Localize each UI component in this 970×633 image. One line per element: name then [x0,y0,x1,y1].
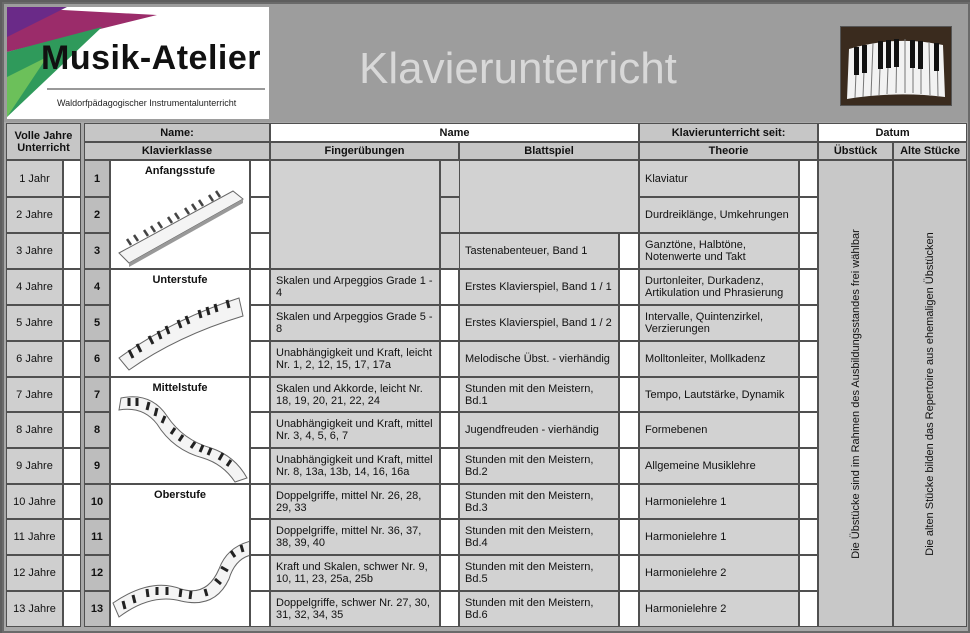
alte-stuecke-note-text: Die alten Stücke bilden das Repertoire aus ehemaligen Übstücken [924,231,937,556]
stage-label: Oberstufe [154,489,206,501]
checkbox-cell[interactable] [63,269,81,305]
stage-mittelstufe [110,377,250,484]
checkbox-cell[interactable] [440,269,459,305]
finger-cell: Unabhängigkeit und Kraft, mittel Nr. 8, 13a, 13b, 14, 16, 16a [270,448,440,484]
uebstueck-header: Übstück [818,142,893,160]
class-number: 12 [84,555,110,591]
class-number: 7 [84,377,110,412]
years-cell: 4 Jahre [6,269,63,305]
checkbox-cell[interactable] [250,591,270,627]
class-number: 11 [84,519,110,555]
blatt-cell: Stunden mit den Meistern, Bd.6 [459,591,619,627]
blatt-cell: Stunden mit den Meistern, Bd.1 [459,377,619,412]
theorie-header: Theorie [639,142,818,160]
checkbox-cell[interactable] [63,160,81,197]
checkbox-cell[interactable] [619,412,639,448]
checkbox-cell[interactable] [250,519,270,555]
fingeruebungen-header: Fingerübungen [270,142,459,160]
theorie-cell: Formebenen [639,412,799,448]
checkbox-cell[interactable] [63,555,81,591]
checkbox-cell[interactable] [250,160,270,197]
blattspiel-header: Blattspiel [459,142,639,160]
uebstueck-note [818,160,893,627]
blatt-cell: Erstes Klavierspiel, Band 1 / 2 [459,305,619,341]
class-number: 2 [84,197,110,233]
checkbox-cell[interactable] [440,412,459,448]
stage-oberstufe [110,484,250,627]
blatt-cell: Stunden mit den Meistern, Bd.4 [459,519,619,555]
finger-cell-empty [270,160,440,269]
checkbox-cell[interactable] [799,305,818,341]
blatt-cell: Stunden mit den Meistern, Bd.2 [459,448,619,484]
checkbox-cell[interactable] [799,484,818,519]
theorie-cell: Molltonleiter, Mollkadenz [639,341,799,377]
checkbox-cell[interactable] [440,377,459,412]
checkbox-cell[interactable] [619,341,639,377]
years-cell: 8 Jahre [6,412,63,448]
checkbox-cell[interactable] [619,448,639,484]
checkbox-cell[interactable] [250,269,270,305]
checkbox-cell[interactable] [250,341,270,377]
checkbox-cell[interactable] [63,197,81,233]
years-cell: 2 Jahre [6,197,63,233]
years-cell: 11 Jahre [6,519,63,555]
checkbox-cell[interactable] [250,197,270,233]
class-number: 5 [84,305,110,341]
checkbox-cell[interactable] [250,377,270,412]
finger-cell: Doppelgriffe, mittel Nr. 26, 28, 29, 33 [270,484,440,519]
checkbox-cell[interactable] [250,555,270,591]
checkbox-cell[interactable] [799,412,818,448]
blatt-cell: Tastenabenteuer, Band 1 [459,233,619,269]
table-row [6,160,967,197]
years-cell: 3 Jahre [6,233,63,269]
stage-anfangsstufe [110,160,250,269]
finger-cell: Unabhängigkeit und Kraft, leicht Nr. 1, 2, 12, 15, 17, 17a [270,341,440,377]
years-cell: 1 Jahr [6,160,63,197]
uebstueck-note-text: Die Übstücke sind im Rahmen des Ausbildungsstandes frei wählbar [849,228,862,559]
checkbox-cell[interactable] [63,484,81,519]
checkbox-cell[interactable] [63,519,81,555]
checkbox-cell[interactable] [440,305,459,341]
klavierklasse-header: Klavierklasse [84,142,270,160]
checkbox-cell[interactable] [799,233,818,269]
stage-label: Unterstufe [152,274,208,286]
theorie-cell: Intervalle, Quintenzirkel, Verzierungen [639,305,799,341]
finger-cell: Doppelgriffe, mittel Nr. 36, 37, 38, 39, 40 [270,519,440,555]
logo-name: Musik-Atelier [41,39,261,77]
checkbox-cell[interactable] [799,448,818,484]
checkbox-cell[interactable] [799,591,818,627]
checkbox-cell[interactable] [440,341,459,377]
class-number: 3 [84,233,110,269]
checkbox-cell[interactable] [799,160,818,197]
checkbox-cell[interactable] [799,519,818,555]
checkbox-cell[interactable] [440,519,459,555]
finger-cell: Skalen und Akkorde, leicht Nr. 18, 19, 20, 21, 22, 24 [270,377,440,412]
checkbox-cell[interactable] [799,197,818,233]
checkbox-cell[interactable] [250,305,270,341]
class-number: 1 [84,160,110,197]
table-header-row-2 [6,142,967,160]
stage-label: Mittelstufe [152,382,208,394]
blatt-cell-empty [459,160,639,233]
years-cell: 5 Jahre [6,305,63,341]
checkbox-cell[interactable] [63,591,81,627]
seit-value[interactable]: Datum [818,123,967,142]
alte-stuecke-note [893,160,967,627]
name-label: Name: [84,123,270,142]
class-number: 8 [84,412,110,448]
alte-stuecke-header: Alte Stücke [893,142,967,160]
years-cell: 9 Jahre [6,448,63,484]
blatt-cell: Melodische Übst. - vierhändig [459,341,619,377]
keyboard-wave-image [111,378,250,484]
theorie-cell: Durtonleiter, Durkadenz, Artikulation und Phrasierung [639,269,799,305]
keyboard-swirl-image [111,485,250,627]
theorie-cell: Harmonielehre 2 [639,591,799,627]
blatt-cell: Erstes Klavierspiel, Band 1 / 1 [459,269,619,305]
finger-cell: Skalen und Arpeggios Grade 5 - 8 [270,305,440,341]
table-header-row-1 [6,123,967,142]
logo-subtitle: Waldorfpädagogischer Instrumentalunterricht [57,98,237,108]
blatt-cell: Stunden mit den Meistern, Bd.3 [459,484,619,519]
stage-unterstufe [110,269,250,377]
theorie-cell: Harmonielehre 1 [639,519,799,555]
checkbox-cell[interactable] [799,555,818,591]
finger-cell: Kraft und Skalen, schwer Nr. 9, 10, 11, 23, 25a, 25b [270,555,440,591]
checkbox-cell[interactable] [63,448,81,484]
checkbox-cell[interactable] [799,377,818,412]
theorie-cell: Harmonielehre 1 [639,484,799,519]
theorie-cell: Ganztöne, Halbtöne, Notenwerte und Takt [639,233,799,269]
stage-label: Anfangsstufe [144,165,216,177]
checkbox-cell[interactable] [440,484,459,519]
logo [7,7,269,119]
years-cell: 7 Jahre [6,377,63,412]
checkbox-cell[interactable] [619,555,639,591]
class-number: 6 [84,341,110,377]
name-value[interactable]: Name [270,123,639,142]
theorie-cell: Durdreiklänge, Umkehrungen [639,197,799,233]
class-number: 10 [84,484,110,519]
checkbox-cell[interactable] [250,412,270,448]
curriculum-table [6,123,967,627]
finger-check-cell [440,160,459,197]
checkbox-cell[interactable] [619,484,639,519]
checkbox-cell[interactable] [250,448,270,484]
years-cell: 13 Jahre [6,591,63,627]
header [4,4,968,122]
piano-keys-image [840,26,952,106]
checkbox-cell[interactable] [619,305,639,341]
checkbox-cell[interactable] [440,555,459,591]
seit-label: Klavierunterricht seit: [639,123,818,142]
years-cell: 6 Jahre [6,341,63,377]
theorie-cell: Allgemeine Musiklehre [639,448,799,484]
keyboard-straight-image [111,161,250,269]
years-cell: 12 Jahre [6,555,63,591]
checkbox-cell[interactable] [619,377,639,412]
checkbox-cell[interactable] [619,269,639,305]
blatt-cell: Stunden mit den Meistern, Bd.5 [459,555,619,591]
checkbox-cell[interactable] [440,448,459,484]
finger-cell: Doppelgriffe, schwer Nr. 27, 30, 31, 32, 34, 35 [270,591,440,627]
class-number: 9 [84,448,110,484]
checkbox-cell[interactable] [619,591,639,627]
blatt-cell: Jugendfreuden - vierhändig [459,412,619,448]
checkbox-cell[interactable] [619,519,639,555]
checkbox-cell[interactable] [619,233,639,269]
finger-cell: Unabhängigkeit und Kraft, mittel Nr. 3, 4, 5, 6, 7 [270,412,440,448]
checkbox-cell[interactable] [250,484,270,519]
years-cell: 10 Jahre [6,484,63,519]
checkbox-cell[interactable] [250,233,270,269]
class-number: 4 [84,269,110,305]
checkbox-cell[interactable] [440,591,459,627]
checkbox-cell[interactable] [63,305,81,341]
volle-jahre-header: Volle Jahre Unterricht [6,123,81,160]
keyboard-curved-image [111,270,250,377]
checkbox-cell[interactable] [63,341,81,377]
checkbox-cell[interactable] [63,233,81,269]
page-frame [2,2,970,633]
finger-cell: Skalen und Arpeggios Grade 1 - 4 [270,269,440,305]
page-title: Klavierunterricht [359,44,677,93]
class-number: 13 [84,591,110,627]
checkbox-cell[interactable] [799,341,818,377]
checkbox-cell[interactable] [799,269,818,305]
checkbox-cell[interactable] [63,412,81,448]
checkbox-cell[interactable] [63,377,81,412]
theorie-cell: Harmonielehre 2 [639,555,799,591]
theorie-cell: Tempo, Lautstärke, Dynamik [639,377,799,412]
theorie-cell: Klaviatur [639,160,799,197]
